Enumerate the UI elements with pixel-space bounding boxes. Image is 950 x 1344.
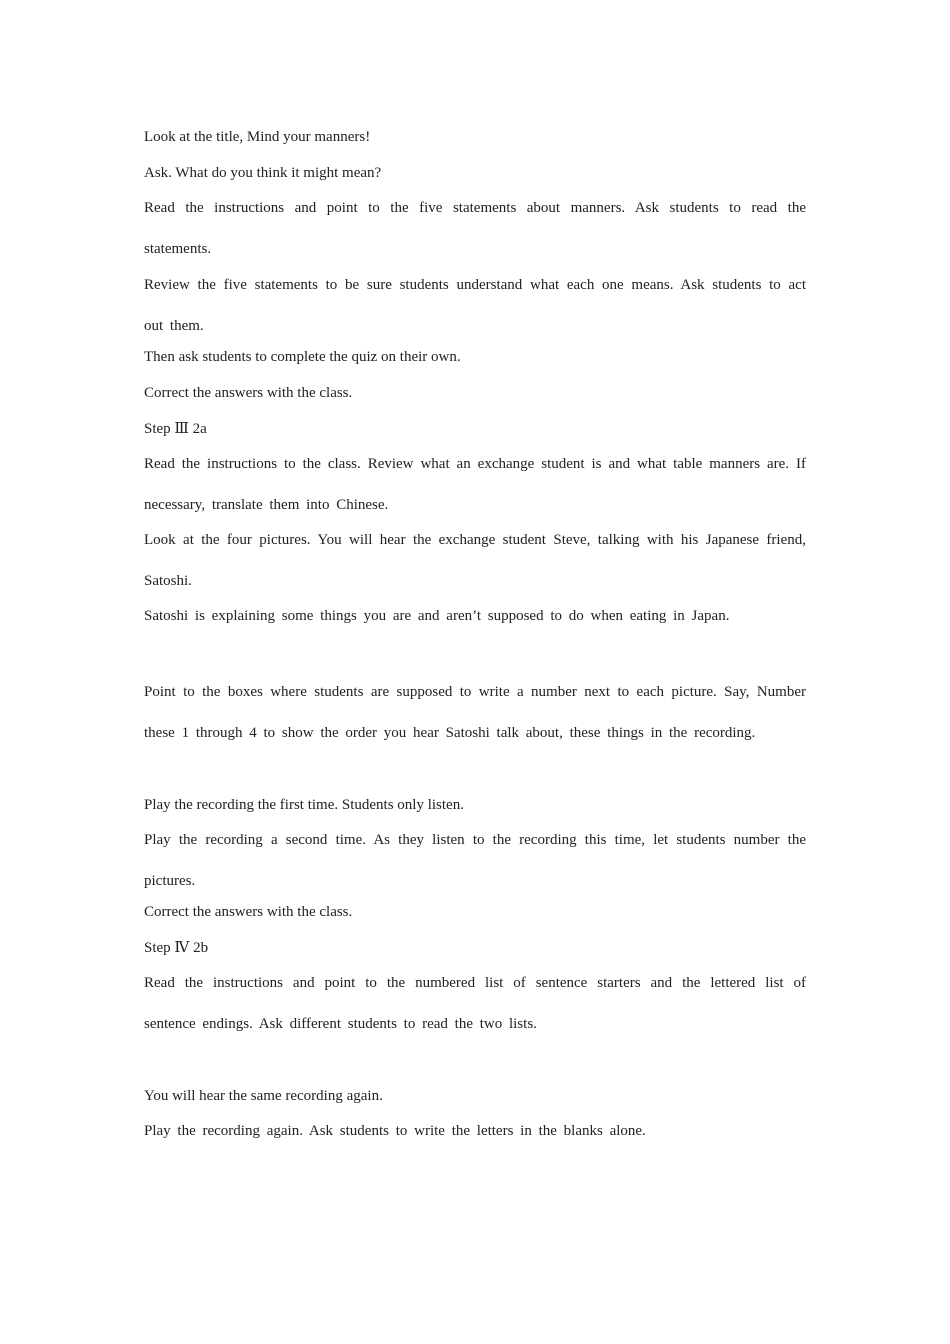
step-heading: Step Ⅳ 2b	[144, 940, 209, 956]
document-body	[144, 122, 806, 1188]
text-line: Correct the answers with the class.	[144, 385, 353, 401]
paragraph: Satoshi is explaining some things you are and aren’t supposed to do when eating in Japan.	[144, 608, 730, 624]
text-line: You will hear the same recording again.	[144, 1088, 383, 1104]
text-line: Ask. What do you think it might mean?	[144, 165, 382, 181]
paragraph: Read the instructions and point to the numbered list of sentence starters and the lettered list of sentence endings. Ask different students to read the two lists.	[144, 975, 806, 1032]
text-line: Play the recording the first time. Students only listen.	[144, 797, 464, 813]
text-line: Correct the answers with the class.	[144, 904, 353, 920]
text-line: Then ask students to complete the quiz on their own.	[144, 349, 461, 365]
step-heading: Step Ⅲ 2a	[144, 421, 207, 437]
paragraph: Read the instructions and point to the five statements about manners. Ask students to read the statements.	[144, 200, 806, 257]
text-line: Look at the title, Mind your manners!	[144, 129, 371, 145]
paragraph: Review the five statements to be sure students understand what each one means. Ask students to act out them.	[144, 277, 806, 334]
paragraph: Play the recording again. Ask students to write the letters in the blanks alone.	[144, 1123, 646, 1139]
paragraph: Look at the four pictures. You will hear the exchange student Steve, talking with his Japanese friend, Satoshi.	[144, 532, 806, 589]
paragraph: Read the instructions to the class. Review what an exchange student is and what table manners are. If necessary, translate them into Chinese.	[144, 456, 806, 513]
paragraph: Point to the boxes where students are supposed to write a number next to each picture. Say, Number these 1 through 4 to show the order you hear Satoshi talk about, these things in the recording.	[144, 684, 806, 741]
paragraph: Play the recording a second time. As they listen to the recording this time, let students number the pictures.	[144, 832, 806, 889]
